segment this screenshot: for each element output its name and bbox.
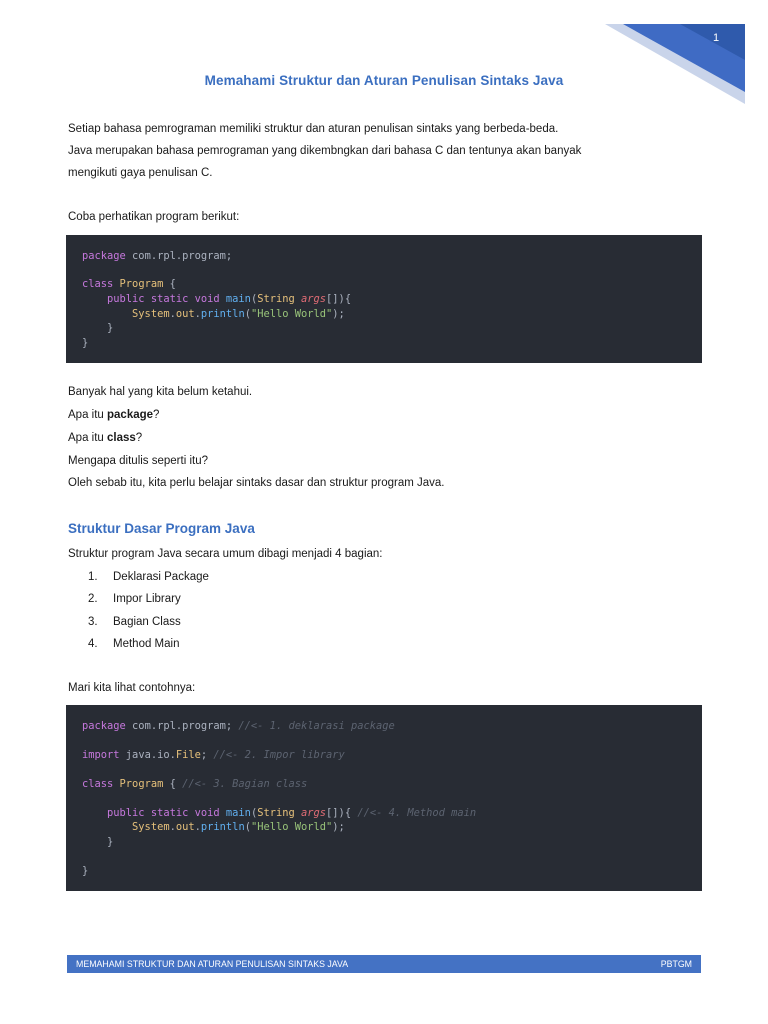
list-item: 2. Impor Library <box>88 593 181 606</box>
question-class: Apa itu class? <box>68 432 143 444</box>
code-line: package com.rpl.program; //<- 1. deklarasi package <box>82 720 395 732</box>
question-package: Apa itu package? <box>68 409 160 421</box>
page-title: Memahami Struktur dan Aturan Penulisan Sintaks Java <box>204 73 564 88</box>
intro-line-3: mengikuti gaya penulisan C. <box>68 167 213 179</box>
code-block-structure <box>66 705 702 891</box>
code-line: } <box>107 322 114 334</box>
footer-org: PBTGM <box>660 959 692 969</box>
page-corner-decoration <box>0 0 768 120</box>
intro-line-2: Java merupakan bahasa pemrograman yang dikembngkan dari bahasa C dan tentunya akan banyak <box>68 145 582 157</box>
code-line: class Program { //<- 3. Bagian class <box>82 778 308 790</box>
code-line: } <box>107 836 114 848</box>
page-footer <box>67 955 701 973</box>
code-line: import java.io.File; //<- 2. Impor library <box>82 749 345 761</box>
prompt-program: Coba perhatikan program berikut: <box>68 211 240 223</box>
code-line: System.out.println("Hello World"); <box>132 821 345 833</box>
code-line: package com.rpl.program; <box>82 250 233 262</box>
list-item: 4. Method Main <box>88 637 180 650</box>
question-why: Mengapa ditulis seperti itu? <box>68 455 208 467</box>
section-intro: Struktur program Java secara umum dibagi menjadi 4 bagian: <box>68 548 383 560</box>
code-line: System.out.println("Hello World"); <box>132 308 345 320</box>
page-number: 1 <box>712 32 720 44</box>
code-line: public static void main(String args[]){ <box>107 293 352 305</box>
code-line: public static void main(String args[]){ //<- 4. Method main <box>107 807 477 819</box>
list-item: 3. Bagian Class <box>88 615 181 628</box>
code-line: } <box>82 337 89 349</box>
footer-title: MEMAHAMI STRUKTUR DAN ATURAN PENULISAN SINTAKS JAVA <box>76 959 349 969</box>
intro-line-1: Setiap bahasa pemrograman memiliki struktur dan aturan penulisan sintaks yang berbeda-beda. <box>68 123 559 135</box>
prompt-example: Mari kita lihat contohnya: <box>68 682 196 694</box>
section-heading: Struktur Dasar Program Java <box>68 521 255 536</box>
question-conclusion: Oleh sebab itu, kita perlu belajar sintaks dasar dan struktur program Java. <box>68 477 445 489</box>
code-line: class Program { <box>82 278 176 290</box>
question-intro: Banyak hal yang kita belum ketahui. <box>68 386 253 398</box>
list-item: 1. Deklarasi Package <box>88 571 209 583</box>
code-line: } <box>82 865 89 877</box>
code-block-basic <box>66 235 702 363</box>
structure-list <box>88 566 209 655</box>
